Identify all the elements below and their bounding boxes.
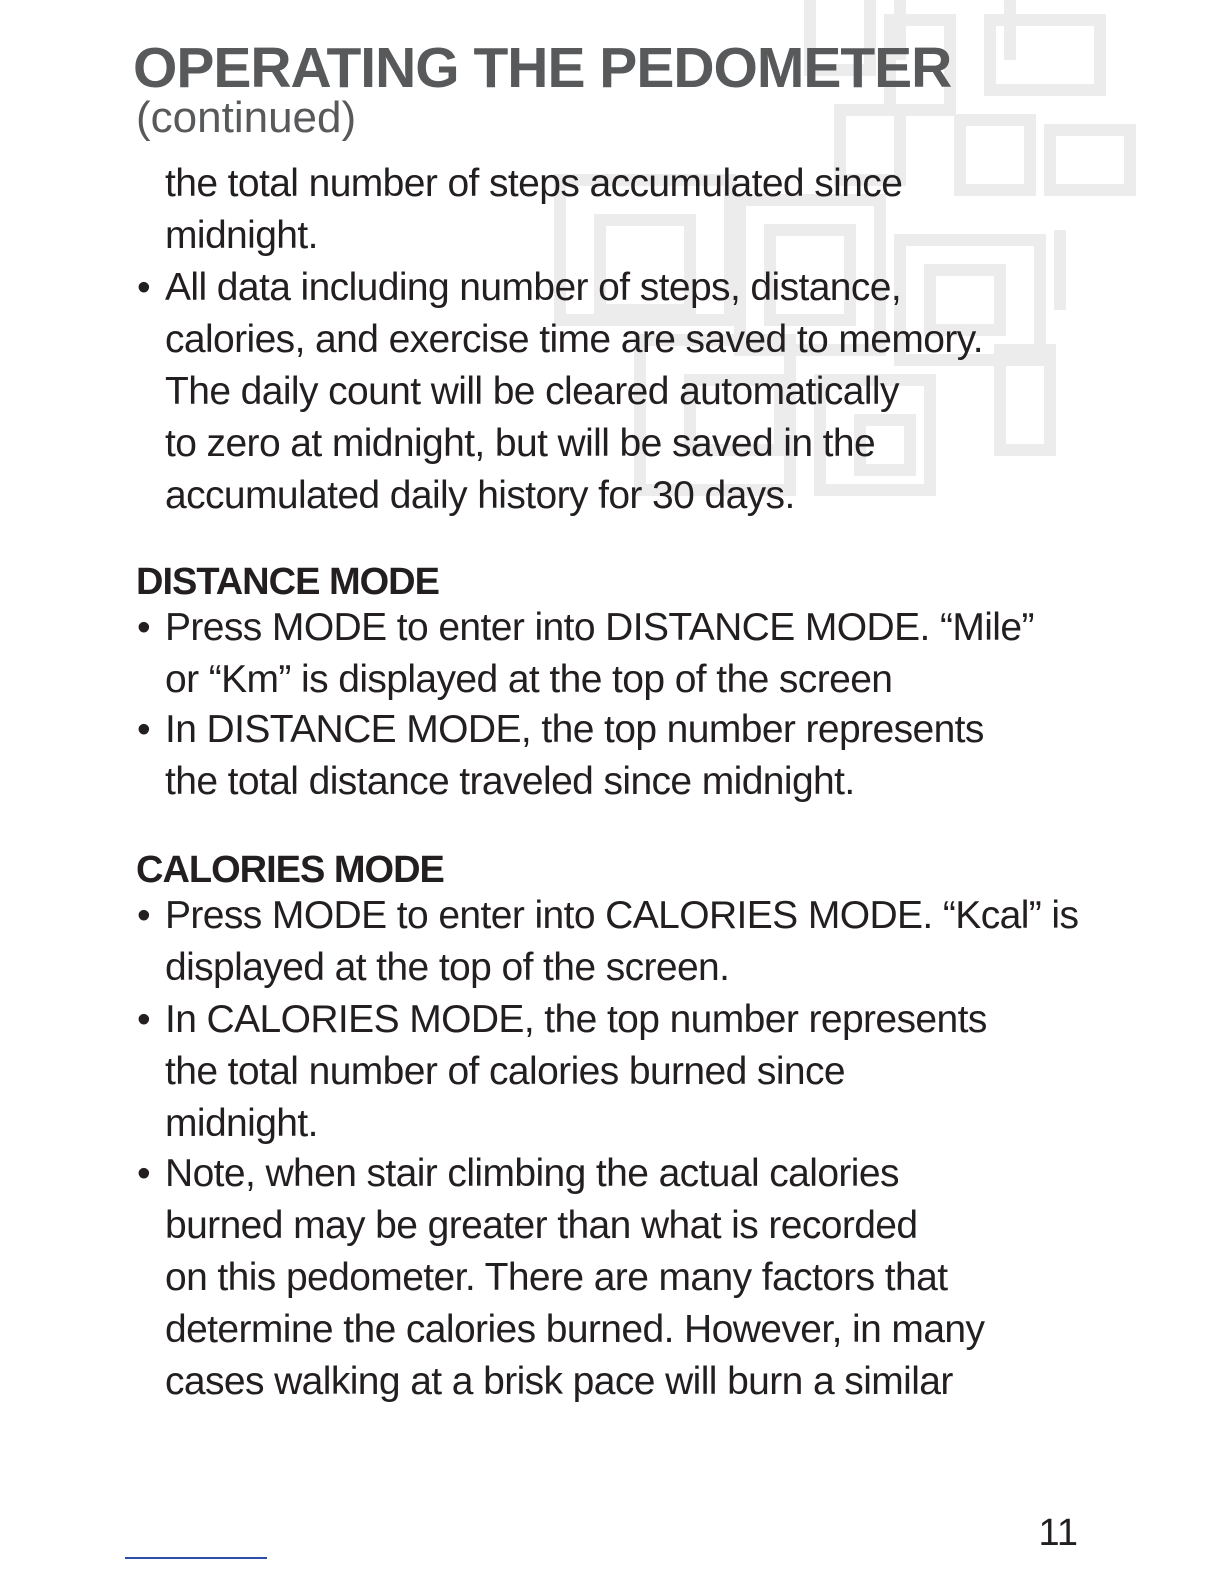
page-number: 11 bbox=[1038, 1512, 1078, 1554]
page-title: OPERATING THE PEDOMETER bbox=[133, 36, 952, 100]
continuation-line: the total number of steps accumulated since bbox=[165, 162, 903, 205]
list-item-line: the total number of calories burned since bbox=[165, 1050, 845, 1093]
list-item-line: determine the calories burned. However, in many bbox=[165, 1308, 985, 1351]
list-item-line: midnight. bbox=[165, 1102, 318, 1145]
bullet-icon: • bbox=[137, 606, 151, 649]
calories-mode-heading: CALORIES MODE bbox=[136, 849, 444, 891]
list-item bbox=[133, 704, 1133, 808]
list-item-line: burned may be greater than what is recorded bbox=[165, 1204, 918, 1247]
list-item-line: calories, and exercise time are saved to memory. bbox=[165, 318, 983, 361]
bullet-icon: • bbox=[137, 894, 151, 937]
list-item-line: the total distance traveled since midnight. bbox=[165, 760, 855, 803]
list-item bbox=[133, 890, 1133, 994]
list-item-line: on this pedometer. There are many factors that bbox=[165, 1256, 948, 1299]
list-item-line: to zero at midnight, but will be saved in the bbox=[165, 422, 876, 465]
list-item-line: accumulated daily history for 30 days. bbox=[165, 474, 795, 517]
list-item-line: or “Km” is displayed at the top of the screen bbox=[165, 658, 893, 701]
list-item-line: Note, when stair climbing the actual calories bbox=[165, 1152, 899, 1195]
list-item-line: The daily count will be cleared automatically bbox=[165, 370, 899, 413]
list-item-line: In DISTANCE MODE, the top number represents bbox=[165, 708, 984, 751]
list-item-line: All data including number of steps, distance, bbox=[165, 266, 902, 309]
list-item bbox=[133, 994, 1133, 1150]
continuation-line: midnight. bbox=[165, 214, 318, 257]
bullet-icon: • bbox=[137, 266, 151, 309]
list-item-line: Press MODE to enter into DISTANCE MODE. “Mile” bbox=[165, 606, 1034, 649]
page-subtitle: (continued) bbox=[136, 93, 357, 142]
list-item-line: Press MODE to enter into CALORIES MODE. “Kcal” is bbox=[165, 894, 1079, 937]
footer-divider bbox=[125, 1557, 267, 1559]
bullet-icon: • bbox=[137, 998, 151, 1041]
list-item-line: displayed at the top of the screen. bbox=[165, 946, 730, 989]
list-item-line: cases walking at a brisk pace will burn a similar bbox=[165, 1360, 953, 1403]
list-item bbox=[133, 1148, 1133, 1408]
distance-mode-heading: DISTANCE MODE bbox=[136, 561, 439, 603]
bullet-icon: • bbox=[137, 1152, 151, 1195]
list-item-line: In CALORIES MODE, the top number represents bbox=[165, 998, 987, 1041]
bullet-icon: • bbox=[137, 708, 151, 751]
list-item bbox=[133, 262, 1133, 522]
list-item bbox=[133, 602, 1133, 706]
